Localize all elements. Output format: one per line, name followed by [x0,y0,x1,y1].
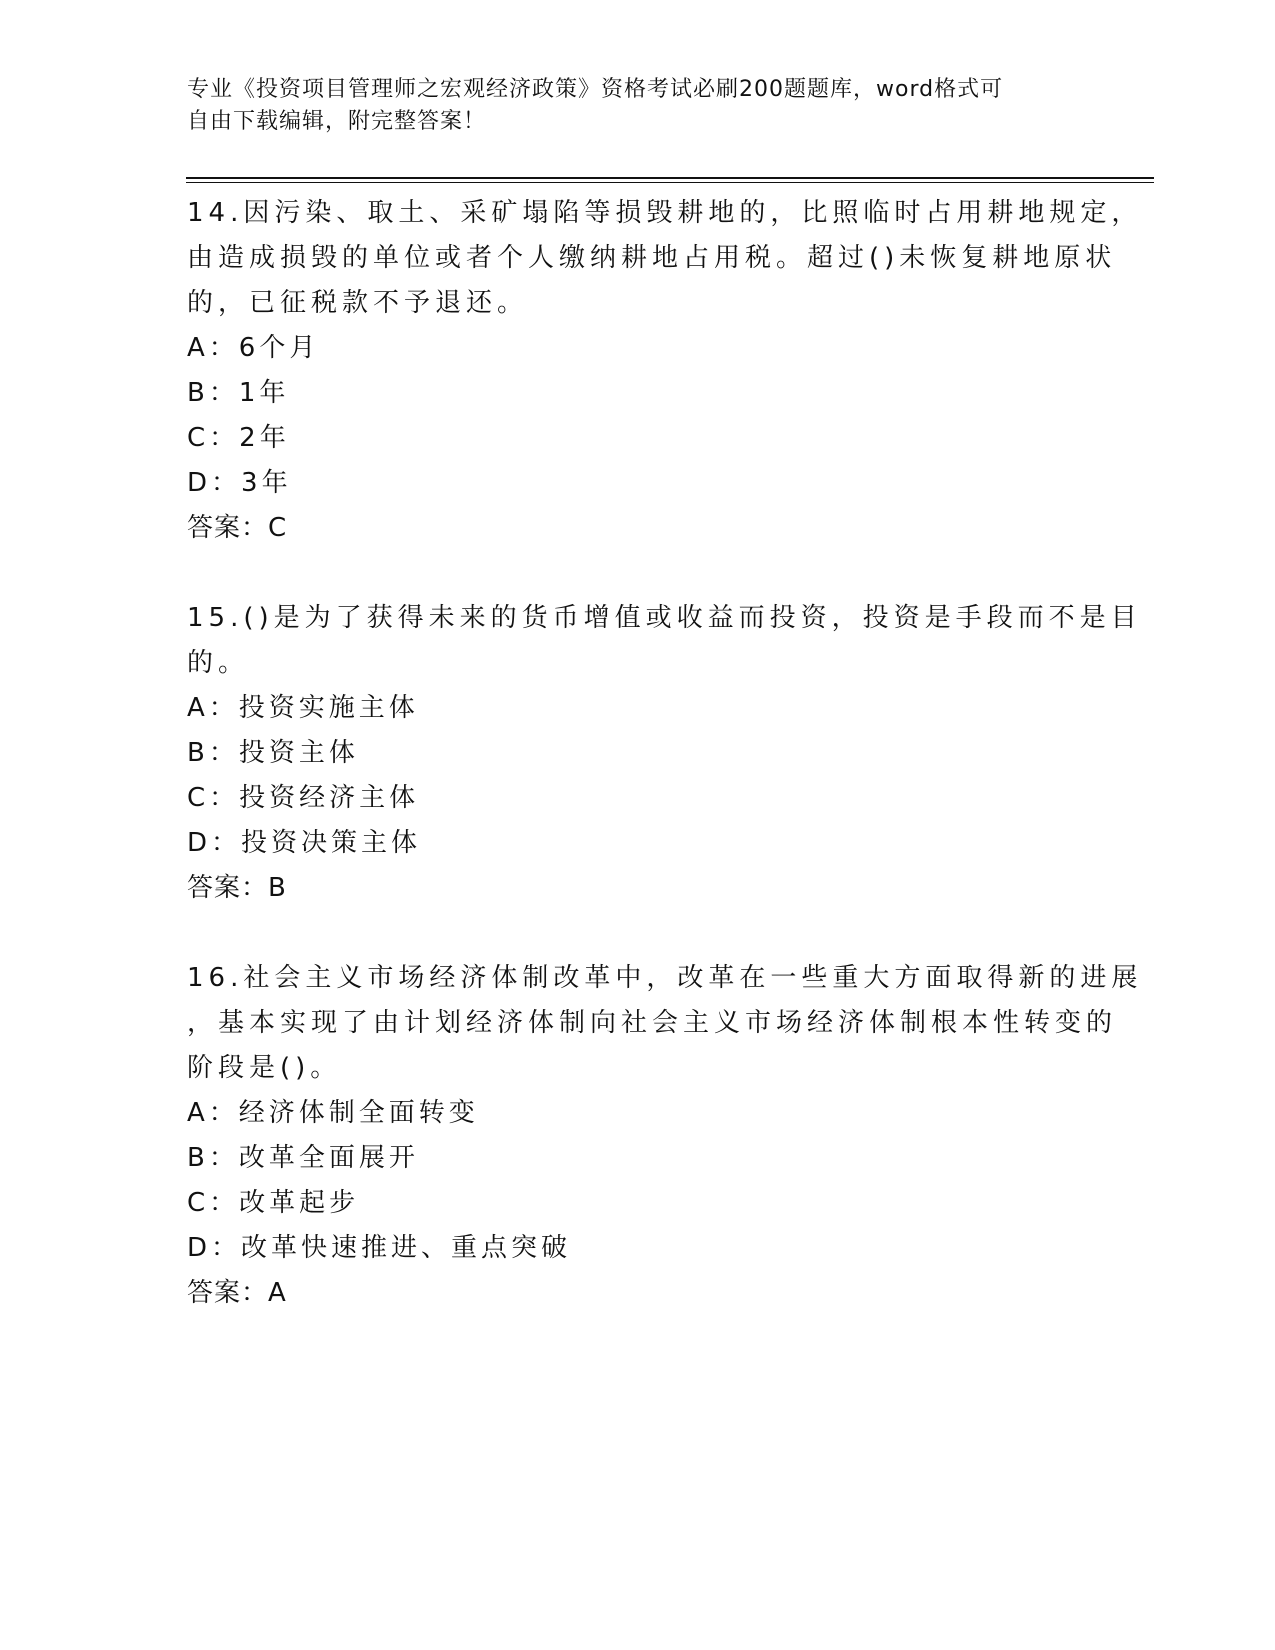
stem-line: 的。 [187,648,250,678]
header-divider-thick [186,177,1154,179]
question-spacer [187,911,1087,956]
option-b: B：改革全面展开 [187,1143,419,1173]
question-spacer [187,551,1087,596]
question-stem [187,956,1143,1091]
header-divider-thin [186,182,1154,183]
document-header [187,74,1067,138]
option-d: D：3年 [187,468,292,498]
option-b: B：1年 [187,378,290,408]
question-14 [187,191,1143,551]
question-15 [187,596,1142,911]
stem-line: 由造成损毁的单位或者个人缴纳耕地占用税。超过()未恢复耕地原状 [187,243,1117,273]
option-a: A：6个月 [187,333,320,363]
stem-line: 的，已征税款不予退还。 [187,288,529,318]
option-b: B：投资主体 [187,738,359,768]
option-c: C：改革起步 [187,1188,360,1218]
stem-line: 阶段是()。 [187,1053,342,1083]
header-line-1: 专业《投资项目管理师之宏观经济政策》资格考试必刷200题题库，word格式可 [187,77,1004,102]
option-c: C：投资经济主体 [187,783,420,813]
answer-line: 答案：B [187,873,287,903]
header-line-2: 自由下载编辑，附完整答案！ [187,109,487,134]
stem-line: 16.社会主义市场经济体制改革中，改革在一些重大方面取得新的进展 [187,963,1143,993]
answer-line: 答案：C [187,513,288,543]
question-stem [187,191,1143,326]
option-c: C：2年 [187,423,290,453]
option-d: D：投资决策主体 [187,828,422,858]
answer-line: 答案：A [187,1278,287,1308]
option-d: D：改革快速推进、重点突破 [187,1233,572,1263]
question-stem [187,596,1142,686]
stem-line: ，基本实现了由计划经济体制向社会主义市场经济体制根本性转变的 [187,1008,1118,1038]
question-16 [187,956,1143,1316]
question-list [187,191,1143,1316]
stem-line: 15.()是为了获得未来的货币增值或收益而投资，投资是手段而不是目 [187,603,1142,633]
option-a: A：经济体制全面转变 [187,1098,479,1128]
stem-line: 14.因污染、取土、采矿塌陷等损毁耕地的，比照临时占用耕地规定， [187,198,1143,228]
option-a: A：投资实施主体 [187,693,419,723]
